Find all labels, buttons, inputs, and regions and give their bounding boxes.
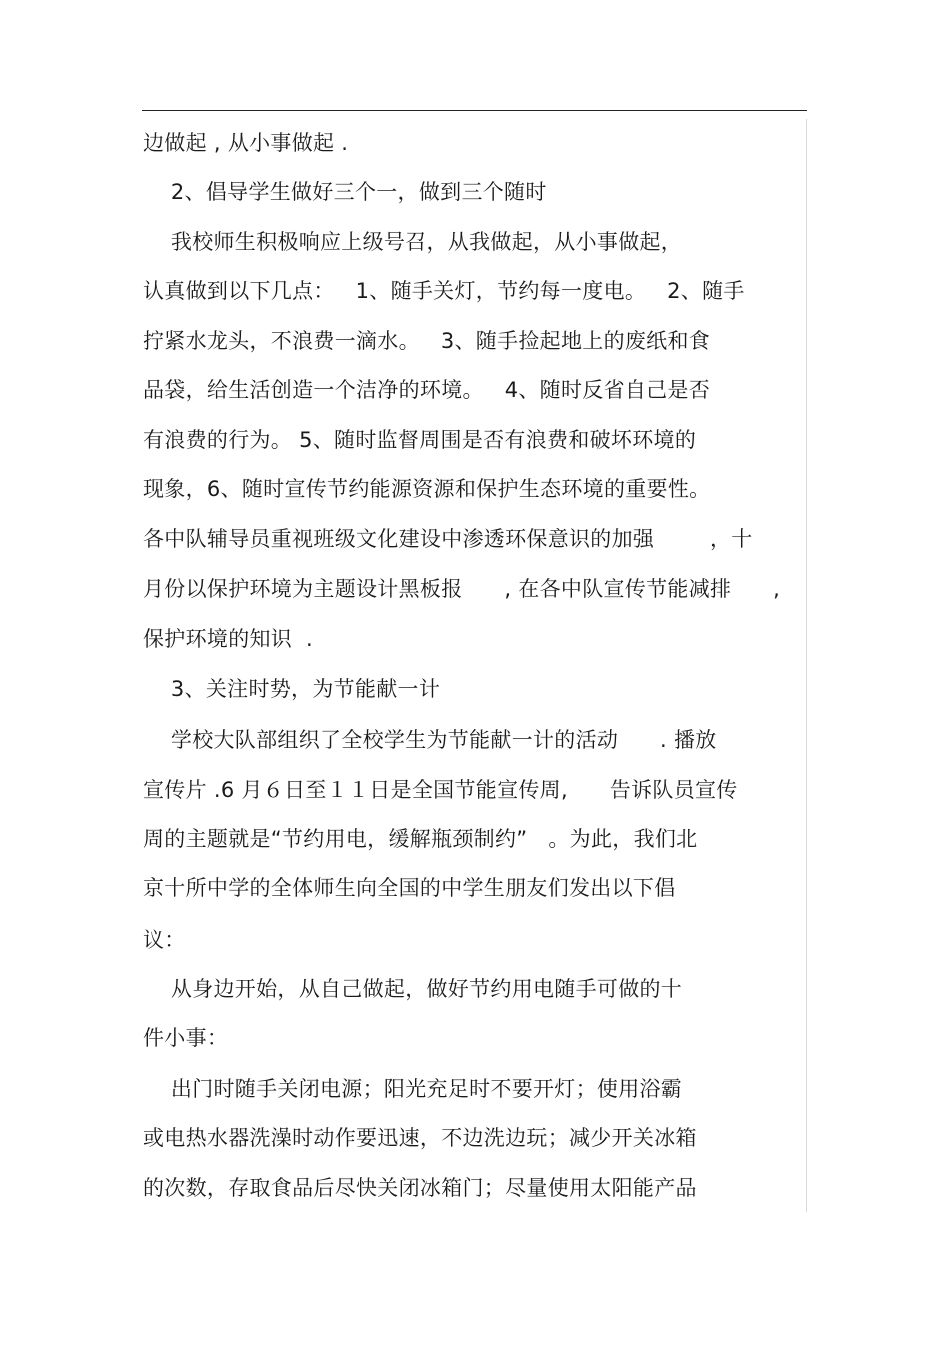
text-line: 宣传片 .6 月６日至１１日是全国节能宣传周, 告诉队员宣传 [143,778,738,802]
text-line: 认真做到以下几点： 1、随手关灯，节约每一度电。 2、随手 [143,279,745,303]
text-line: 现象，6、随时宣传节约能源资源和保护生态环境的重要性。 [143,477,711,501]
text-line: 或电热水器洗澡时动作要迅速，不边洗边玩；减少开关冰箱 [143,1126,697,1150]
text-line: 有浪费的行为。 5、随时监督周围是否有浪费和破坏环境的 [143,428,697,452]
text-line: 拧紧水龙头，不浪费一滴水。 3、随手捡起地上的废纸和食 [143,329,711,353]
text-line: 周的主题就是“节约用电，缓解瓶颈制约” 。为此，我们北 [143,827,698,851]
right-margin-line [806,119,807,1212]
text-line: 各中队辅导员重视班级文化建设中渗透环保意识的加强 ，十 [143,527,753,551]
text-line: 3、关注时势，为节能献一计 [143,677,441,701]
text-line: 品袋，给生活创造一个洁净的环境。 4、随时反省自己是否 [143,378,711,402]
text-line: 京十所中学的全体师生向全国的中学生朋友们发出以下倡 [143,876,676,900]
text-line: 从身边开始，从自己做起，做好节约用电随手可做的十 [143,977,683,1001]
text-line: 的次数，存取食品后尽快关闭冰箱门；尽量使用太阳能产品 [143,1176,697,1200]
text-line: 我校师生积极响应上级号召，从我做起，从小事做起， [143,230,683,254]
text-line: 边做起 , 从小事做起 . [143,131,349,155]
text-line: 2、倡导学生做好三个一，做到三个随时 [143,180,547,204]
text-line: 议： [143,928,186,952]
top-divider [142,110,807,111]
text-line: 保护环境的知识 . [143,627,314,651]
text-line: 学校大队部组织了全校学生为节能献一计的活动 . 播放 [143,728,717,752]
text-line: 出门时随手关闭电源；阳光充足时不要开灯；使用浴霸 [143,1077,683,1101]
text-line: 件小事： [143,1026,229,1050]
text-line: 月份以保护环境为主题设计黑板报 , 在各中队宣传节能减排 , [143,577,781,601]
